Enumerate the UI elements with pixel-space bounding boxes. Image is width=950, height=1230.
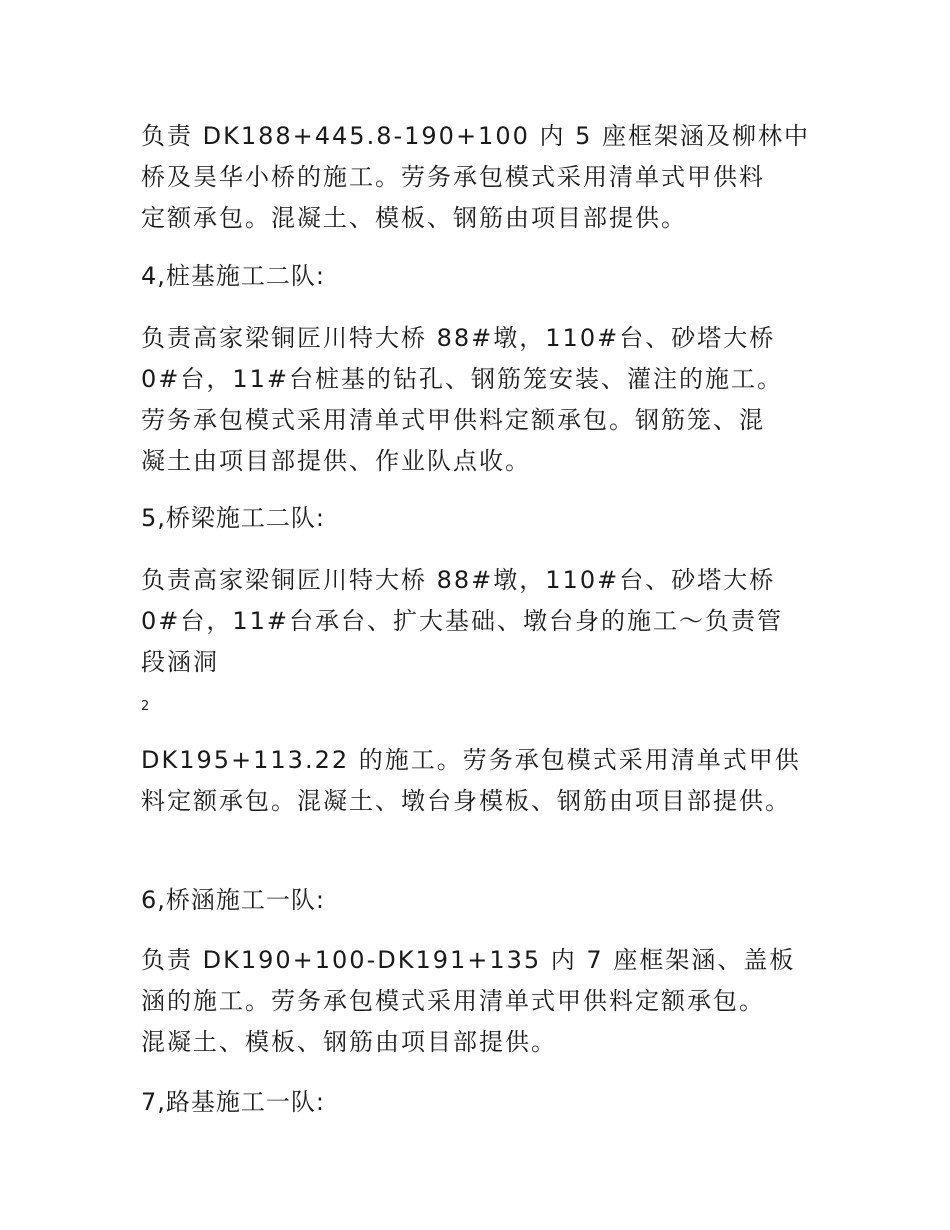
text-line: 劳务承包模式采用清单式甲供料定额承包。钢筋笼、混	[141, 406, 765, 434]
paragraph-culvert-team-scope	[141, 116, 821, 239]
text-line: 料定额承包。混凝土、墩台身模板、钢筋由项目部提供。	[141, 787, 791, 815]
text-line: 负责 DK188+445.8-190+100 内 5 座框架涵及柳林中	[141, 122, 811, 150]
text-line: 涵的施工。劳务承包模式采用清单式甲供料定额承包。	[141, 987, 765, 1015]
section-heading-4: 4,桩基施工二队:	[141, 262, 325, 290]
text-line: 混凝土、模板、钢筋由项目部提供。	[141, 1028, 557, 1056]
paragraph-bridge-team-continued	[141, 740, 821, 822]
paragraph-bridge-team-scope	[141, 560, 821, 683]
text-line: 桥及昊华小桥的施工。劳务承包模式采用清单式甲供料	[141, 163, 765, 191]
text-line: 凝土由项目部提供、作业队点收。	[141, 447, 531, 475]
text-line: 0#台，11#台桩基的钻孔、钢筋笼安装、灌注的施工。	[141, 365, 784, 393]
page-number: 2	[141, 699, 150, 714]
paragraph-culvert-team-one-scope	[141, 940, 821, 1063]
text-line: 负责 DK190+100-DK191+135 内 7 座框架涵、盖板	[141, 946, 796, 974]
text-line: DK195+113.22 的施工。劳务承包模式采用清单式甲供	[141, 746, 801, 774]
text-line: 负责高家梁铜匠川特大桥 88#墩，110#台、砂塔大桥	[141, 324, 776, 352]
section-heading-7: 7,路基施工一队:	[141, 1088, 325, 1116]
text-line: 定额承包。混凝土、模板、钢筋由项目部提供。	[141, 204, 687, 232]
section-heading-6: 6,桥涵施工一队:	[141, 886, 325, 914]
text-line: 0#台，11#台承台、扩大基础、墩台身的施工～负责管	[141, 607, 784, 635]
paragraph-pile-team-scope	[141, 318, 821, 482]
section-heading-5: 5,桥梁施工二队:	[141, 504, 325, 532]
text-line: 段涵洞	[141, 648, 219, 676]
text-line: 负责高家梁铜匠川特大桥 88#墩，110#台、砂塔大桥	[141, 566, 776, 594]
